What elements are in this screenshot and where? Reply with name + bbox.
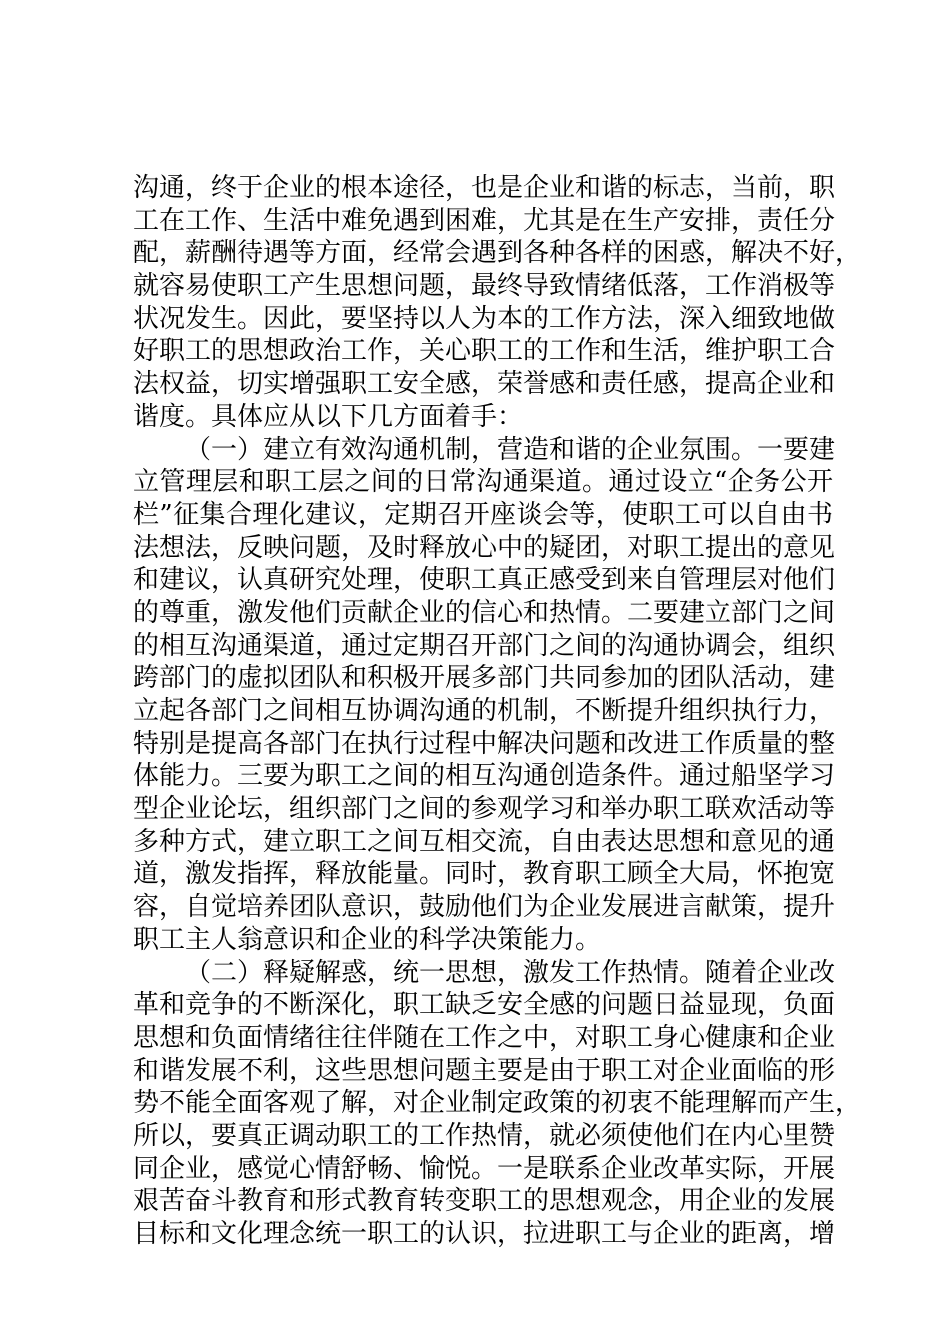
text-line: 状况发生。因此，要坚持以人为本的工作方法，深入细致地做	[133, 303, 836, 334]
text-line: 跨部门的虚拟团队和积极开展多部门共同参加的团队活动，建	[133, 663, 836, 694]
text-line: 立管理层和职工层之间的日常沟通渠道。通过设立“企务公开	[133, 467, 833, 498]
text-line: 的尊重，激发他们贡献企业的信心和热情。二要建立部门之间	[133, 597, 836, 628]
text-line: 多种方式，建立职工之间互相交流，自由表达思想和意见的通	[133, 826, 836, 857]
text-line: 法权益，切实增强职工安全感，荣誉感和责任感，提高企业和	[133, 369, 836, 400]
text-line: 革和竞争的不断深化，职工缺乏安全感的问题日益显现，负面	[133, 990, 836, 1021]
section-heading-line: （二）释疑解惑，统一思想，激发工作热情。随着企业改	[185, 957, 836, 988]
text-line: 谐度。具体应从以下几方面着手：	[133, 401, 524, 432]
text-line: 的相互沟通渠道，通过定期召开部门之间的沟通协调会，组织	[133, 630, 836, 661]
text-line: 目标和文化理念统一职工的认识，拉进职工与企业的距离，增	[133, 1219, 836, 1249]
text-line: 势不能全面客观了解，对企业制定政策的初衷不能理解而产生，	[133, 1088, 862, 1119]
text-line: 法想法，反映问题，及时释放心中的疑团，对职工提出的意见	[133, 532, 836, 563]
text-line: 就容易使职工产生思想问题，最终导致情绪低落，工作消极等	[133, 271, 836, 302]
text-line: 和建议，认真研究处理，使职工真正感受到来自管理层对他们	[133, 565, 836, 596]
body-text	[133, 172, 862, 1251]
text-line: 配，薪酬待遇等方面，经常会遇到各种各样的困惑，解决不好，	[133, 238, 862, 269]
text-line: 立起各部门之间相互协调沟通的机制，不断提升组织执行力，	[133, 696, 836, 726]
text-line: 道，激发指挥，释放能量。同时，教育职工顾全大局，怀抱宽	[133, 859, 836, 890]
text-line: 工在工作、生活中难免遇到困难，尤其是在生产安排，责任分	[133, 205, 836, 236]
section-heading-line: （一）建立有效沟通机制，营造和谐的企业氛围。一要建	[185, 434, 836, 465]
text-line: 沟通，终于企业的根本途径，也是企业和谐的标志，当前，职	[133, 173, 836, 203]
text-line: 职工主人翁意识和企业的科学决策能力。	[133, 924, 602, 955]
text-line: 艰苦奋斗教育和形式教育转变职工的思想观念，用企业的发展	[133, 1186, 836, 1217]
text-line: 型企业论坛，组织部门之间的参观学习和举办职工联欢活动等	[133, 794, 836, 825]
text-line: 和谐发展不利，这些思想问题主要是由于职工对企业面临的形	[133, 1055, 836, 1086]
text-line: 同企业，感觉心情舒畅、愉悦。一是联系企业改革实际，开展	[133, 1153, 836, 1184]
text-line: 特别是提高各部门在执行过程中解决问题和改进工作质量的整	[133, 728, 836, 759]
text-line: 容，自觉培养团队意识，鼓励他们为企业发展进言献策，提升	[133, 892, 836, 923]
text-line: 所以，要真正调动职工的工作热情，就必须使他们在内心里赞	[133, 1120, 836, 1151]
text-line: 好职工的思想政治工作，关心职工的工作和生活，维护职工合	[133, 336, 836, 367]
text-line: 体能力。三要为职工之间的相互沟通创造条件。通过船坚学习	[133, 761, 836, 792]
text-line: 思想和负面情绪往往伴随在工作之中，对职工身心健康和企业	[133, 1022, 836, 1053]
text-line: 栏”征集合理化建议，定期召开座谈会等，使职工可以自由书	[133, 499, 833, 530]
